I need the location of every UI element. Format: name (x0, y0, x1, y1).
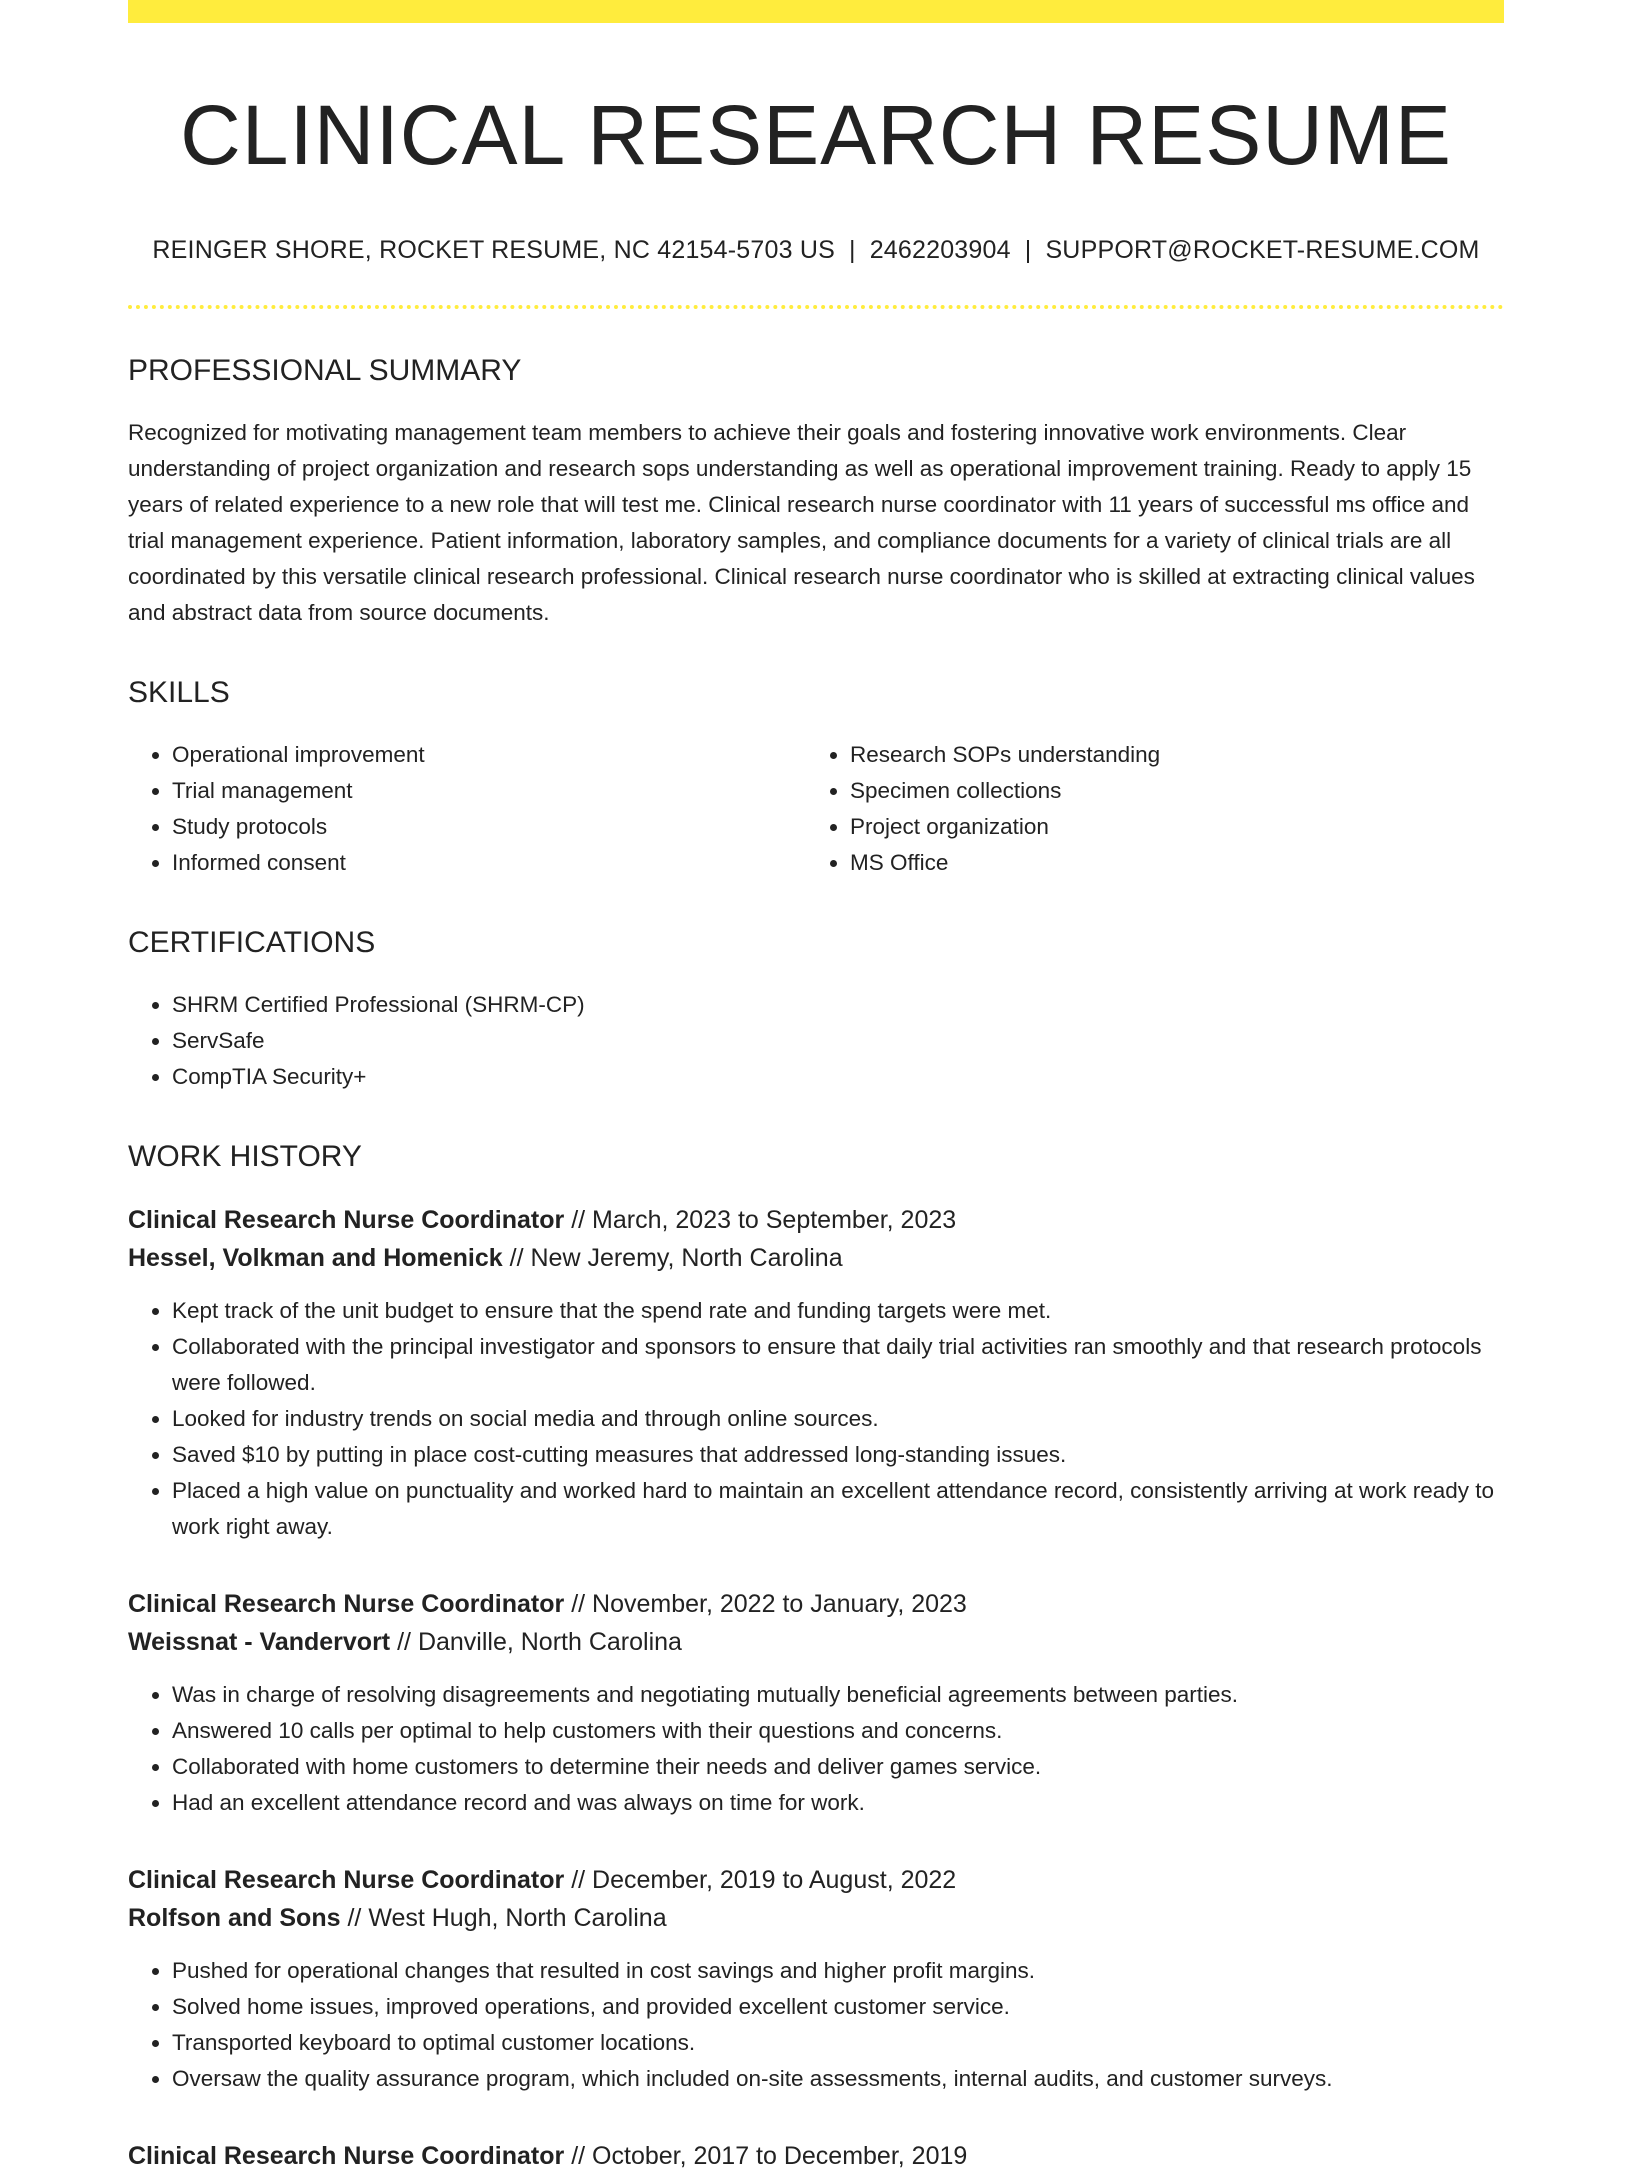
job-bullet: • Transported keyboard to optimal customer locations. (172, 2025, 1504, 2061)
dotted-divider (128, 305, 1504, 309)
resume-title: CLINICAL RESEARCH RESUME (180, 88, 1452, 182)
job-role-line (128, 1201, 1504, 1239)
job-role: Clinical Research Nurse Coordinator (128, 1589, 565, 1618)
job-location: Danville, North Carolina (417, 1627, 682, 1656)
job-separator: // (397, 1627, 411, 1656)
job-bullet: • Collaborated with the principal investigator and sponsors to ensure that daily trial activities ran smoothly and that research protocols were followed. (172, 1329, 1504, 1401)
contact-address: REINGER SHORE, ROCKET RESUME, NC 42154-5703 US (152, 235, 835, 264)
job-bullets (128, 1677, 1504, 1821)
job-role: Clinical Research Nurse Coordinator (128, 2141, 565, 2170)
skills-columns (128, 737, 1504, 881)
job-bullet: • Solved home issues, improved operations, and provided excellent customer service. (172, 1989, 1504, 2025)
job-bullet: • Looked for industry trends on social media and through online sources. (172, 1401, 1504, 1437)
job-dates: March, 2023 to September, 2023 (592, 1205, 957, 1234)
job-bullet: • Was in charge of resolving disagreements and negotiating mutually beneficial agreements between parties. (172, 1677, 1504, 1713)
job-separator: // (571, 1205, 586, 1234)
skill-item: • Study protocols (172, 809, 806, 845)
job-bullet: • Saved $10 by putting in place cost-cutting measures that addressed long-standing issues. (172, 1437, 1504, 1473)
job-company: Hessel, Volkman and Homenick (128, 1243, 503, 1272)
job-role: Clinical Research Nurse Coordinator (128, 1865, 565, 1894)
job-bullet: • Pushed for operational changes that resulted in cost savings and higher profit margins. (172, 1953, 1504, 1989)
skill-item: • Trial management (172, 773, 806, 809)
job-separator: // (509, 1243, 524, 1272)
job-dates: November, 2022 to January, 2023 (592, 1589, 967, 1618)
job-bullet: • Collaborated with home customers to determine their needs and deliver games service. (172, 1749, 1504, 1785)
job-role: Clinical Research Nurse Coordinator (128, 1205, 565, 1234)
job-dates: December, 2019 to August, 2022 (592, 1865, 957, 1894)
certifications-heading: CERTIFICATIONS (128, 925, 376, 959)
contact-line (128, 236, 1504, 265)
job-location: West Hugh, North Carolina (368, 1903, 667, 1932)
skill-item: • MS Office (850, 845, 1484, 881)
job-location: New Jeremy, North Carolina (530, 1243, 843, 1272)
job-dates: October, 2017 to December, 2019 (592, 2141, 968, 2170)
job-bullet: • Placed a high value on punctuality and worked hard to maintain an excellent attendance record, consistently arriving at work ready to work right away. (172, 1473, 1504, 1545)
job-entry (128, 1861, 1504, 2097)
job-bullet: • Oversaw the quality assurance program, which included on-site assessments, internal audits, and customer surveys. (172, 2061, 1504, 2097)
job-role-line (128, 2137, 1504, 2175)
job-company-line (128, 1239, 1504, 1277)
certification-item: • SHRM Certified Professional (SHRM-CP) (172, 987, 1504, 1023)
job-entry (128, 2137, 1504, 2175)
job-role-line (128, 1861, 1504, 1899)
contact-email: SUPPORT@ROCKET-RESUME.COM (1045, 235, 1480, 264)
job-company: Weissnat - Vandervort (128, 1627, 391, 1656)
job-role-line (128, 1585, 1504, 1623)
job-bullet: • Answered 10 calls per optimal to help customers with their questions and concerns. (172, 1713, 1504, 1749)
job-separator: // (571, 1589, 586, 1618)
job-entry (128, 1201, 1504, 1545)
skill-item: • Specimen collections (850, 773, 1484, 809)
job-separator: // (571, 1865, 586, 1894)
job-bullets (128, 1293, 1504, 1545)
job-separator: // (347, 1903, 362, 1932)
resume-page (128, 0, 1504, 2175)
certification-item: • ServSafe (172, 1023, 1504, 1059)
job-entry (128, 1585, 1504, 1821)
summary-text: Recognized for motivating management team members to achieve their goals and fostering innovative work environments. Clear understanding of project organization and research sops understanding as well as operational improvement training. Ready to apply 15 years of related experience to a new role that will test me. Clinical research nurse coordinator with 11 years of successful ms office and trial management experience. Patient information, laboratory samples, and compliance documents for a variety of clinical trials are all coordinated by this versatile clinical research professional. Clinical research nurse coordinator who is skilled at extracting clinical values and abstract data from source documents. (128, 419, 1475, 625)
contact-separator: | (1024, 235, 1032, 264)
skills-list-left (128, 737, 806, 881)
job-separator: // (571, 2141, 586, 2170)
job-company: Rolfson and Sons (128, 1903, 341, 1932)
skills-list-right (806, 737, 1484, 881)
job-company-line (128, 1623, 1504, 1661)
top-accent-bar (128, 0, 1504, 23)
contact-separator: | (848, 235, 856, 264)
job-bullet: • Had an excellent attendance record and was always on time for work. (172, 1785, 1504, 1821)
certification-item: • CompTIA Security+ (172, 1059, 1504, 1095)
skills-heading: SKILLS (128, 675, 230, 709)
job-bullet: • Kept track of the unit budget to ensure that the spend rate and funding targets were met. (172, 1293, 1504, 1329)
certifications-list (128, 987, 1504, 1095)
job-company-line (128, 1899, 1504, 1937)
summary-heading: PROFESSIONAL SUMMARY (128, 353, 522, 387)
job-bullets (128, 1953, 1504, 2097)
skill-item: • Project organization (850, 809, 1484, 845)
skill-item: • Research SOPs understanding (850, 737, 1484, 773)
skill-item: • Informed consent (172, 845, 806, 881)
skill-item: • Operational improvement (172, 737, 806, 773)
work-history-heading: WORK HISTORY (128, 1139, 362, 1173)
contact-phone: 2462203904 (869, 235, 1011, 264)
